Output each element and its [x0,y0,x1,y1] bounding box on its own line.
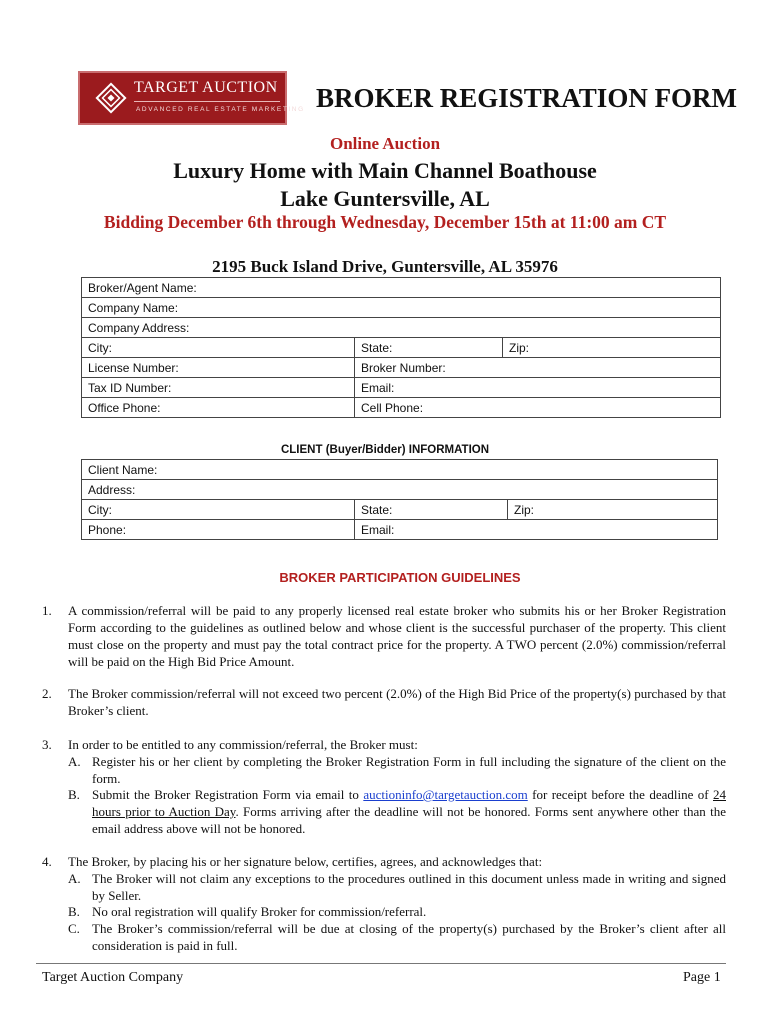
guideline-letter: B. [68,904,80,919]
diamond-icon [94,81,128,115]
guideline-4a: The Broker will not claim any exceptions to the procedures outlined in this document unless made in writing and signed by Seller. [92,871,726,903]
office-phone-field[interactable]: Office Phone: [82,398,355,418]
client-info-table [81,459,718,540]
guideline-3a: Register his or her client by completing the Broker Registration Form in full including the signature of the client on the form. [92,754,726,786]
broker-city-field[interactable]: City: [82,338,355,358]
guideline-2: The Broker commission/referral will not exceed two percent (2.0%) of the High Bid Price of the property(s) purchased by that Broker’s client. [68,686,726,718]
client-city-field[interactable]: City: [82,500,355,520]
guideline-number: 3. [42,737,52,752]
guideline-4c: The Broker’s commission/referral will be due at closing of the property(s) purchased by the Broker’s client after all consideration is paid in full. [92,921,726,953]
logo-tagline: ADVANCED REAL ESTATE MARKETING [136,106,305,113]
client-name-field[interactable]: Client Name: [82,460,718,480]
client-email-field[interactable]: Email: [355,520,718,540]
client-phone-field[interactable]: Phone: [82,520,355,540]
client-zip-field[interactable]: Zip: [508,500,718,520]
broker-info-table [81,277,721,418]
guidelines-heading: BROKER PARTICIPATION GUIDELINES [279,570,521,585]
broker-email-field[interactable]: Email: [355,378,721,398]
target-auction-logo [78,71,305,125]
deadline-text: 24 hours prior to Auction Day [92,787,726,819]
broker-number-field[interactable]: Broker Number: [355,358,721,378]
guideline-4: The Broker, by placing his or her signature below, certifies, agrees, and acknowledges that: [68,854,543,869]
online-auction-label: Online Auction [329,134,441,153]
client-address-field[interactable]: Address: [82,480,718,500]
guideline-number: 2. [42,686,52,701]
company-address-field[interactable]: Company Address: [82,318,721,338]
guideline-3b: Submit the Broker Registration Form via email to auctioninfo@targetauction.com for receipt before the deadline of 24 hours prior to Auction Day. Forms arriving after the deadline will not be honored. Forms sent anywhere other than the email address above will not be honored. [92,787,726,836]
footer-company: Target Auction Company [42,970,184,985]
broker-zip-field[interactable]: Zip: [503,338,721,358]
broker-state-field[interactable]: State: [355,338,503,358]
guideline-1: A commission/referral will be paid to any properly licensed real estate broker who submits his or her Broker Registration Form according to the guidelines as outlined below and whose client is the successful purchaser of the property. This client must close on the property and must pay the total contract price for the property. A TWO percent (2.0%) commission/referral will be paid on the High Bid Price Amount. [68,603,726,669]
guideline-number: 1. [42,603,52,618]
guideline-number: 4. [42,854,52,869]
property-address: 2195 Buck Island Drive, Guntersville, AL 35976 [212,257,558,276]
page-title: BROKER REGISTRATION FORM [316,83,738,113]
footer-divider [36,963,726,964]
guideline-3: In order to be entitled to any commission/referral, the Broker must: [68,737,418,752]
broker-name-field[interactable]: Broker/Agent Name: [82,278,721,298]
guideline-4b: No oral registration will qualify Broker for commission/referral. [92,904,427,919]
page-number: Page 1 [683,970,721,985]
guideline-letter: B. [68,787,80,802]
guideline-letter: A. [68,754,81,769]
client-state-field[interactable]: State: [355,500,508,520]
cell-phone-field[interactable]: Cell Phone: [355,398,721,418]
guideline-letter: A. [68,871,81,886]
tax-id-field[interactable]: Tax ID Number: [82,378,355,398]
logo-brand: TARGET AUCTION [134,79,278,96]
guideline-letter: C. [68,921,80,936]
property-title-line1: Luxury Home with Main Channel Boathouse [173,158,597,183]
client-info-heading: CLIENT (Buyer/Bidder) INFORMATION [280,444,490,456]
license-number-field[interactable]: License Number: [82,358,355,378]
auction-email-link[interactable]: auctioninfo@targetauction.com [363,787,528,802]
property-title-line2: Lake Guntersville, AL [280,186,490,211]
company-name-field[interactable]: Company Name: [82,298,721,318]
bidding-dates: Bidding December 6th through Wednesday, December 15th at 11:00 am CT [103,212,667,232]
